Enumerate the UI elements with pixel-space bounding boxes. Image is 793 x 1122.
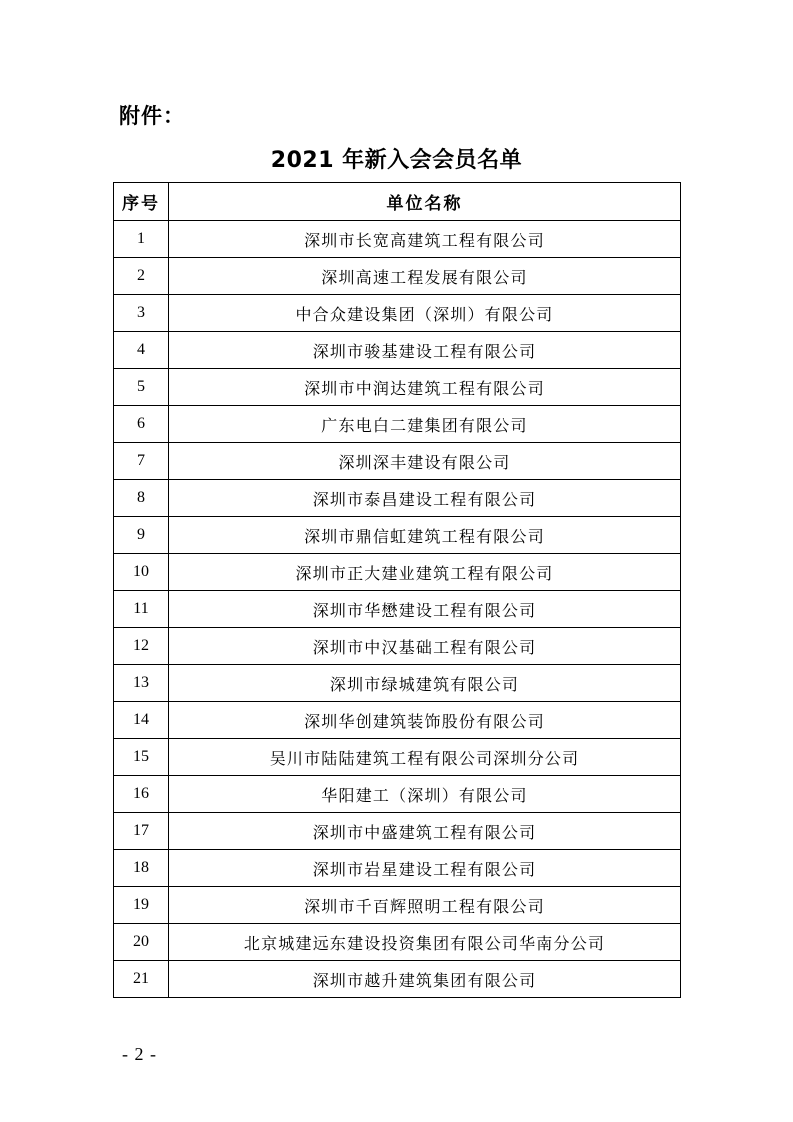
table-header-row xyxy=(114,183,681,221)
table-row xyxy=(114,332,681,369)
row-unit-name: 深圳市岩星建设工程有限公司 xyxy=(169,850,681,887)
row-unit-name: 深圳深丰建设有限公司 xyxy=(169,443,681,480)
row-serial-number: 21 xyxy=(114,961,169,998)
table-row xyxy=(114,480,681,517)
row-serial-number: 15 xyxy=(114,739,169,776)
header-unit-name: 单位名称 xyxy=(169,183,681,221)
table-row xyxy=(114,295,681,332)
row-unit-name: 深圳华创建筑装饰股份有限公司 xyxy=(169,702,681,739)
table-row xyxy=(114,702,681,739)
table-row xyxy=(114,628,681,665)
row-serial-number: 10 xyxy=(114,554,169,591)
table-row xyxy=(114,961,681,998)
row-serial-number: 7 xyxy=(114,443,169,480)
row-serial-number: 8 xyxy=(114,480,169,517)
row-unit-name: 吴川市陆陆建筑工程有限公司深圳分公司 xyxy=(169,739,681,776)
table-row xyxy=(114,406,681,443)
row-serial-number: 3 xyxy=(114,295,169,332)
row-serial-number: 20 xyxy=(114,924,169,961)
row-serial-number: 18 xyxy=(114,850,169,887)
table-row xyxy=(114,591,681,628)
row-unit-name: 深圳市绿城建筑有限公司 xyxy=(169,665,681,702)
table-row xyxy=(114,443,681,480)
table-row xyxy=(114,887,681,924)
table-row xyxy=(114,221,681,258)
attachment-label: 附件： xyxy=(119,104,185,128)
row-serial-number: 9 xyxy=(114,517,169,554)
row-unit-name: 华阳建工（深圳）有限公司 xyxy=(169,776,681,813)
row-serial-number: 5 xyxy=(114,369,169,406)
header-serial-number: 序号 xyxy=(114,183,169,221)
row-unit-name: 北京城建远东建设投资集团有限公司华南分公司 xyxy=(169,924,681,961)
row-unit-name: 深圳高速工程发展有限公司 xyxy=(169,258,681,295)
row-serial-number: 12 xyxy=(114,628,169,665)
table-row xyxy=(114,776,681,813)
row-serial-number: 19 xyxy=(114,887,169,924)
row-unit-name: 深圳市骏基建设工程有限公司 xyxy=(169,332,681,369)
row-unit-name: 深圳市千百辉照明工程有限公司 xyxy=(169,887,681,924)
row-unit-name: 深圳市中润达建筑工程有限公司 xyxy=(169,369,681,406)
row-unit-name: 深圳市华懋建设工程有限公司 xyxy=(169,591,681,628)
table-body xyxy=(114,221,681,998)
table-row xyxy=(114,665,681,702)
row-serial-number: 14 xyxy=(114,702,169,739)
row-unit-name: 中合众建设集团（深圳）有限公司 xyxy=(169,295,681,332)
row-unit-name: 深圳市长宽高建筑工程有限公司 xyxy=(169,221,681,258)
page-number: - 2 - xyxy=(122,1044,157,1064)
row-serial-number: 2 xyxy=(114,258,169,295)
row-unit-name: 深圳市正大建业建筑工程有限公司 xyxy=(169,554,681,591)
table-row xyxy=(114,369,681,406)
row-serial-number: 6 xyxy=(114,406,169,443)
row-serial-number: 4 xyxy=(114,332,169,369)
row-unit-name: 深圳市鼎信虹建筑工程有限公司 xyxy=(169,517,681,554)
document-title: 2021 年新入会会员名单 xyxy=(270,148,523,173)
row-unit-name: 深圳市泰昌建设工程有限公司 xyxy=(169,480,681,517)
row-serial-number: 1 xyxy=(114,221,169,258)
row-serial-number: 17 xyxy=(114,813,169,850)
table-row xyxy=(114,813,681,850)
table-row xyxy=(114,924,681,961)
row-serial-number: 11 xyxy=(114,591,169,628)
row-unit-name: 深圳市中盛建筑工程有限公司 xyxy=(169,813,681,850)
member-table xyxy=(113,182,681,998)
row-unit-name: 广东电白二建集团有限公司 xyxy=(169,406,681,443)
row-serial-number: 16 xyxy=(114,776,169,813)
row-serial-number: 13 xyxy=(114,665,169,702)
table-row xyxy=(114,850,681,887)
table-row xyxy=(114,739,681,776)
table-row xyxy=(114,258,681,295)
table-row xyxy=(114,554,681,591)
row-unit-name: 深圳市中汉基础工程有限公司 xyxy=(169,628,681,665)
row-unit-name: 深圳市越升建筑集团有限公司 xyxy=(169,961,681,998)
table-row xyxy=(114,517,681,554)
